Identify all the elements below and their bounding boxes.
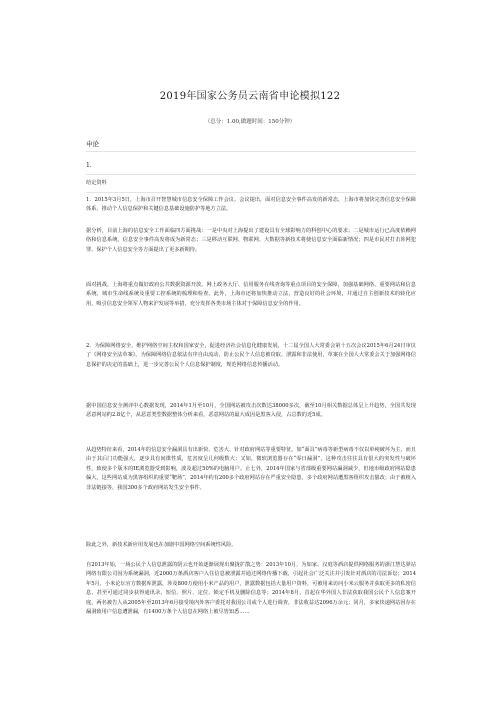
paragraph: 除此之外，新技术新应用发展也在加剧中国网络空间系统性风险。 (86, 542, 237, 548)
paragraph: 据分析，目前上海的信息安全工作面临四方面挑战：一是中央对上海提出了建设具有全球影响力的科创中心的要求；二是城市运行已高度依赖网络和信息系统，信息安全事件高发将成为新常态；三是移动互联网、物联网、大数据等新技术将使信息安全面临新情况；四是市民对打击涉网犯罪、保护个人信息安全等方面提出了更多新期待。 (86, 228, 416, 253)
paragraph: 据中国信息安全测评中心数据发现，2014年1月至10月，全国网站被攻击次数达38000多次，截至10月相关数据总体呈上升趋势，全国共发现恶意网站约2.8亿个，从恶意类型数据整体分析来看，恶意网站的最大成因是黑客入侵，占总数的近5成。 (86, 403, 416, 419)
paragraph: 从趋势特征来看，2014年的信息安全漏洞具有出新快、危害大、针对政府网站等重要特征。如“面具”病毒等新型病毒不仅以单纯破坏为主，而且由于其后门功能强大，逐步具有间谍性质，危害度呈几何级数大；又如，微软浏览器存在“零日漏洞”，这种攻击往往具有很大的突发性与破坏性，致使多个版本的IE浏览器受到影响，波及超过50%的电脑用户。止七外，2014年国家与省部级重要网站漏洞减少，但地市级政府网站隐患偏大，这些网站成为黑客组织的重要“靶场”，2014年约有200多个政府网站存在严重安全隐患，多个政府网站遭黑客组织攻击篡改；由于被植入非法链接等，我国300多个政府网站发生安全事件。 (86, 447, 416, 491)
question-number: 1. (86, 162, 92, 169)
material-label: 给定资料 (86, 180, 107, 186)
divider (86, 174, 416, 175)
paragraph: 自2013年始，一场公民个人信息泄露的阴云也开始逐渐展现出聚拢扩散之势：2013年10月，为如家、汉庭等酒店提供网络服务的浙江慧达驿站网络有限公司因为系统漏洞，近2000万条酒店客户入住信息被泄露并通过网络传播下载，引起社会广泛关注并引发针对酒店的司法诉讼；2014年5月，小米论坛官方数据库泄露，涉及800万使用小米产品的用户，泄露数据包括大量用户资料，可被用来访问小米云服务并获取更多的私密信息，甚至可通过同步获得通讯录、短信、照片、定位、锁定手机及删除信息等；2014年8月，首起在华外国人非法获取我国公民个人信息案开庭，两名被告人从2005年至2013年6月接受境内外客户委托对我国公司或个人进行调查，非法收益达2096万余元；同月，多家快递网站因存在漏洞致用户信息遭泄漏，有1400万条个人信息在网络上被尽皆知悉…… (86, 562, 416, 616)
paragraph: 2．为保障网络安全，维护网络空间主权和国家安全，促进经济社会信息化健康发展，十二届全国人大常委会第十五次会议2015年6月24日审议了《网络安全法草案》。为保障网络信息依法有序自由流动，防止公民个人信息被窃取、泄露和非法使用，草案在全国人大常委会关于加强网络信息保护的决定的基础上，进一步完善公民个人信息保护制度，规范网络信息传播活动。 (86, 343, 416, 368)
divider (86, 192, 416, 193)
divider (86, 151, 416, 152)
paragraph: 面对挑战，上海将重点做好政府公共数据资源开放、网上政务大厅、信用服务在线查询等重点项目的安全保障，加强基础网络、重要网站和信息系统、城市生命线系统及重要工控系统的梳理和检查。此外，上海市还将加快推动立法，营造良好的社会环境，并通过自主创新技术的转化应用，吸引信息安全领军人物来沪发展等举措，充分发挥各类市场主体对于保障信息安全的作用。 (86, 282, 416, 307)
section-heading: 申论 (86, 140, 99, 148)
exam-meta: （总分：1.00,做题时间：150分钟） (204, 119, 296, 125)
document-title: 2019年国家公务员云南省申论模拟122 (159, 91, 341, 102)
paragraph: 1．2015年3月5日，上海市召开智慧城市信息安全保障工作会议。会议提出，面对信息安全事件高发的新常态，上海市将加快完善信息安全保障体系，推动个人信息保护和关键信息基础设施防护等地方立法。 (86, 197, 416, 213)
